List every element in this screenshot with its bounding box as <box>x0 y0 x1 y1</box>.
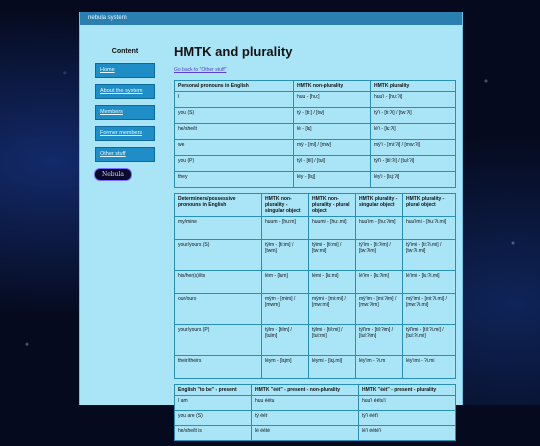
table-cell: mÿmi - [mi:mi] / [mw:mi] <box>309 294 356 325</box>
table-cell: lé'imi - [lɛ:ʔi.mi] <box>403 271 456 294</box>
back-link[interactable]: Go back to "Other stuff" <box>174 67 227 73</box>
table-cell: I <box>175 92 294 108</box>
table-cell: lé'im - [lɛ:ʔim] <box>356 271 403 294</box>
table-cell: léy - [lɛj] <box>294 172 371 188</box>
table-cell: his/her(s)/its <box>175 271 262 294</box>
site-header <box>80 12 462 25</box>
page-title: HMTK and plurality <box>174 44 293 59</box>
sidebar <box>95 48 155 181</box>
table-cell: léym - [lɛjm] <box>262 356 309 379</box>
table-cell: my/mine <box>175 217 262 240</box>
table-cell: their/theirs <box>175 356 262 379</box>
table-row <box>175 294 456 325</box>
table-cell: huumi - [hu:.mi] <box>309 217 356 240</box>
table-cell: mÿ - [mi] / [mw] <box>294 140 371 156</box>
table-cell: tÿ éét <box>252 411 359 426</box>
table-cell: lé'i éété'i <box>359 426 456 441</box>
table-cell: huu - [hu:] <box>294 92 371 108</box>
column-header: HMTK "éét" - present - non-plurality <box>252 385 359 396</box>
nav-former-members[interactable]: Former members <box>95 126 155 141</box>
table-cell: léy'im - ʔi.m <box>356 356 403 379</box>
table-cell: tÿl'im - [til:ʔim] / [tul:ʔim] <box>356 325 403 356</box>
table-cell: mÿ'imi - [mi:ʔi.mi] / [mw:ʔi.mi] <box>403 294 456 325</box>
table-cell: léy'imi - ʔi.mi <box>403 356 456 379</box>
table-row <box>175 271 456 294</box>
table-cell: huu éétu <box>252 396 359 411</box>
column-header: Determiners/possessive pronouns in English <box>175 194 262 217</box>
table-header-row <box>175 385 456 396</box>
nav-home[interactable]: Home <box>95 63 155 78</box>
nav-other-stuff[interactable]: Other stuff <box>95 147 155 162</box>
table-row <box>175 426 456 441</box>
column-header: HMTK non-plurality - singular object <box>262 194 309 217</box>
table-cell: tÿl - [til] / [tul] <box>294 156 371 172</box>
column-header: HMTK non-plurality <box>294 81 371 92</box>
table-cell: I am <box>175 396 252 411</box>
table-cell: lé - [lɛ] <box>294 124 371 140</box>
table-cell: your/yours (S) <box>175 240 262 271</box>
table-cell: tÿ'i éét'i <box>359 411 456 426</box>
table-cell: tÿim - [ti:im] / [twm] <box>262 240 309 271</box>
table-cell: tÿ'imi - [ti:ʔi.mi] / [tw:ʔi.mi] <box>403 240 456 271</box>
table-cell: lém - [lɛm] <box>262 271 309 294</box>
nav-members[interactable]: Members <box>95 105 155 120</box>
table-cell: tÿ - [ti:] / [tw] <box>294 108 371 124</box>
table-cell: huu'i - [hu:ʔi] <box>371 92 456 108</box>
table-header-row <box>175 194 456 217</box>
column-header: HMTK non-plurality - plural object <box>309 194 356 217</box>
possessive-pronouns-table <box>174 193 456 379</box>
table-header-row <box>175 81 456 92</box>
site-title: nebula system <box>88 15 127 21</box>
table-cell: huum - [hu:m] <box>262 217 309 240</box>
column-header: HMTK plurality - singular object <box>356 194 403 217</box>
table-row <box>175 92 456 108</box>
table-row <box>175 124 456 140</box>
column-header: HMTK plurality - plural object <box>403 194 456 217</box>
table-cell: you (S) <box>175 108 294 124</box>
table-cell: tÿ'im - [ti:ʔim] / [tw:ʔim] <box>356 240 403 271</box>
table-cell: mÿm - [mim] / [mwm] <box>262 294 309 325</box>
table-cell: lé'i - [lɛ:ʔi] <box>371 124 456 140</box>
table-cell: huu'i éétu'i <box>359 396 456 411</box>
sidebar-title: Content <box>111 48 139 55</box>
table-cell: huu'im - [hu:ʔim] <box>356 217 403 240</box>
table-row <box>175 156 456 172</box>
page-container <box>79 12 463 434</box>
table-cell: léymi - [lɛj.mi] <box>309 356 356 379</box>
personal-pronouns-table <box>174 80 456 188</box>
table-cell: tÿl'i - [til:ʔi] / [tul:ʔi] <box>371 156 456 172</box>
table-row <box>175 240 456 271</box>
table-cell: we <box>175 140 294 156</box>
column-header: English "to be" - present <box>175 385 252 396</box>
table-cell: our/ours <box>175 294 262 325</box>
table-row <box>175 411 456 426</box>
table-cell: huu'imi - [hu:ʔi.mi] <box>403 217 456 240</box>
table-cell: lé éété <box>252 426 359 441</box>
column-header: HMTK plurality <box>371 81 456 92</box>
table-row <box>175 172 456 188</box>
table-row <box>175 356 456 379</box>
table-cell: mÿ'im - [mi:ʔim] / [mw:ʔim] <box>356 294 403 325</box>
table-cell: léy'i - [lɛj:ʔi] <box>371 172 456 188</box>
table-cell: mÿ'i - [mi:ʔi] / [mw:ʔi] <box>371 140 456 156</box>
column-header: Personal pronouns in English <box>175 81 294 92</box>
table-row <box>175 396 456 411</box>
table-cell: you are (S) <box>175 411 252 426</box>
table-cell: you (P) <box>175 156 294 172</box>
to-be-present-table <box>174 384 456 441</box>
table-cell: tÿ'i - [ti:ʔi] / [tw:ʔi] <box>371 108 456 124</box>
table-cell: tÿlm - [tilm] / [tulm] <box>262 325 309 356</box>
table-cell: your/yours (P) <box>175 325 262 356</box>
table-row <box>175 140 456 156</box>
table-cell: lémi - [lɛ:mi] <box>309 271 356 294</box>
main-content <box>174 44 459 446</box>
table-row <box>175 325 456 356</box>
column-header: HMTK "éét" - present - plurality <box>359 385 456 396</box>
table-row <box>175 217 456 240</box>
table-cell: tÿlmi - [til:mi] / [tul:mi] <box>309 325 356 356</box>
table-cell: he/she/it <box>175 124 294 140</box>
table-cell: they <box>175 172 294 188</box>
nav-about-the-system[interactable]: About the system <box>95 84 155 99</box>
nebula-badge[interactable]: Nebula <box>94 168 132 181</box>
table-cell: tÿl'imi - [til:ʔi.mi] / [tul:ʔi.mi] <box>403 325 456 356</box>
table-cell: he/she/it is <box>175 426 252 441</box>
table-row <box>175 108 456 124</box>
table-cell: tÿimi - [ti:mi] / [tw:mi] <box>309 240 356 271</box>
